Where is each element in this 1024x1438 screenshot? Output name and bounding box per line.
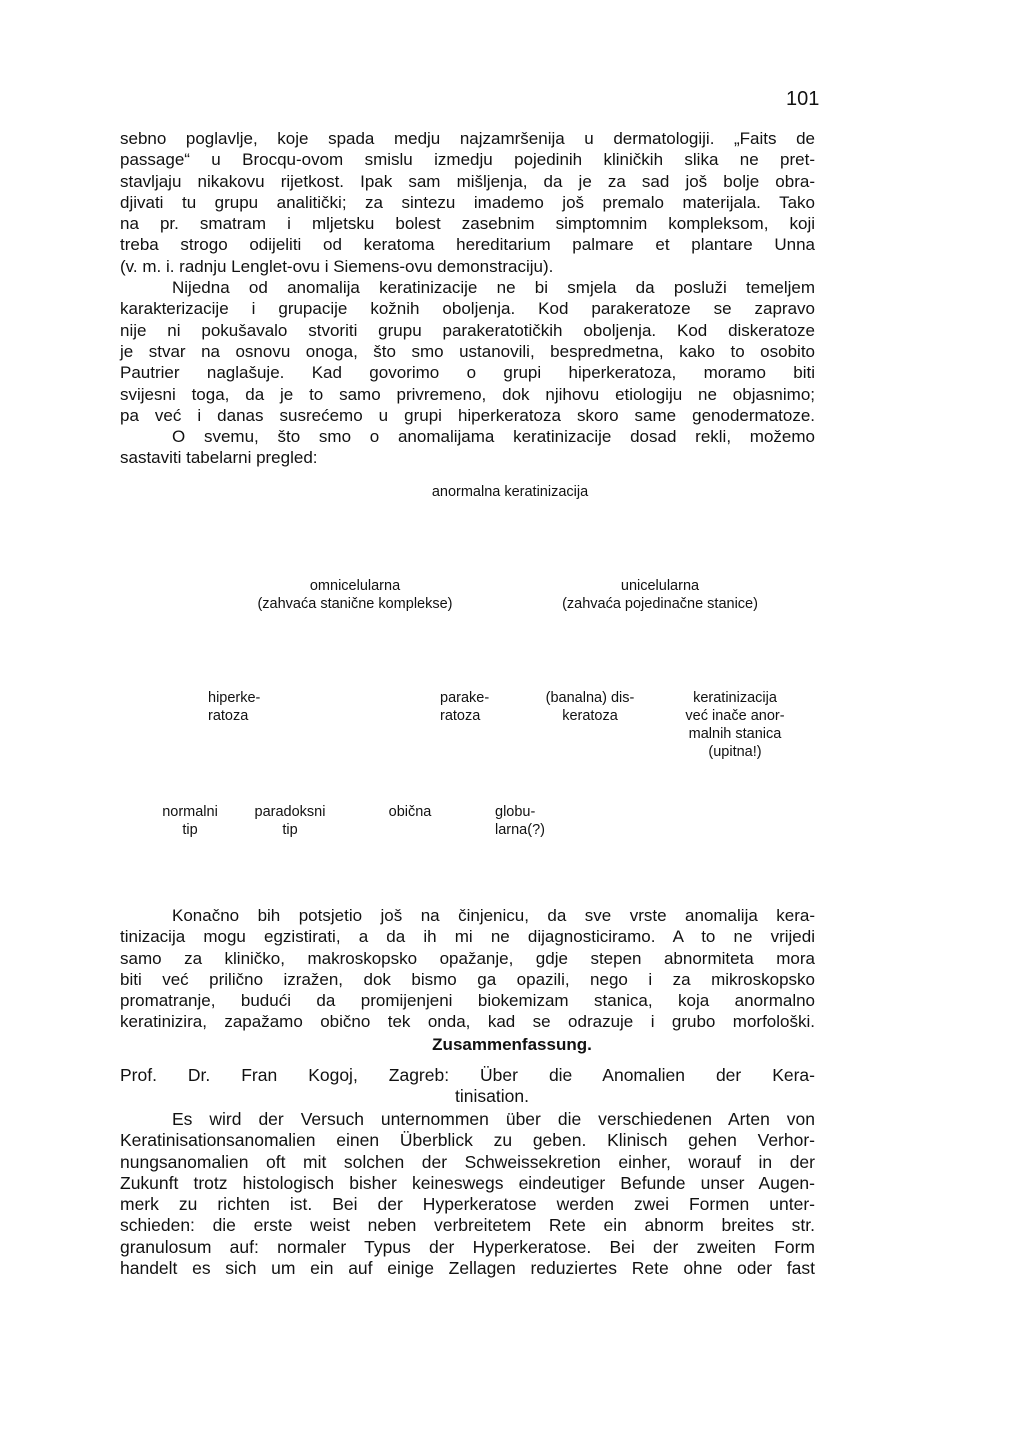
- text-line: Zukunft trotz histologisch bisher keineswegs eindeutiger Befunde unser Augen-: [120, 1172, 815, 1193]
- text-line: Keratinisationsanomalien einen Überblick zu geben. Klinisch gehen Verhor-: [120, 1130, 815, 1151]
- tree-root: [380, 483, 640, 501]
- text-line: treba strogo odijeliti od keratoma hereditarium palmare et plantare Unna: [120, 235, 815, 255]
- tree-node-unicelularna: [530, 577, 790, 613]
- text-line: granulosum auf: normaler Typus der Hyperkeratose. Bei der zweiten Form: [120, 1236, 815, 1257]
- text-line: je stvar na osnovu onoga, što smo ustanovili, bespredmetna, kako to osobito: [120, 341, 815, 361]
- tree-node-diskeratoza: [530, 689, 650, 725]
- summary-heading: Zusammenfassung.: [432, 1035, 592, 1054]
- node-line: (upitna!): [708, 744, 762, 760]
- text-line: djivati tu grupu analitički; za sintezu imademo još premalo materijala. Tako: [120, 192, 815, 212]
- text-line: promatranje, budući da promijenjeni biokemizam stanica, koja anormalno: [120, 991, 815, 1011]
- text-line: (v. m. i. radnju Lenglet-ovu i Siemens-ovu demonstraciju).: [120, 256, 554, 276]
- tree-root-label: anormalna keratinizacija: [431, 484, 589, 500]
- text-line: karakterizacije i grupacije kožnih oboljenja. Kod parakeratoze se zapravo: [120, 299, 815, 319]
- text-line: passage“ u Brocqu-ovom smislu izmedju pojedinih kliničkih slika ne pret-: [120, 150, 815, 170]
- text-line: merk zu richten ist. Bei der Hyperkeratose werden zwei Formen unter-: [120, 1194, 815, 1215]
- tree-node-obicna: [370, 803, 450, 821]
- paragraph-2: [120, 905, 815, 1033]
- tree-node-omnicelularna: [225, 577, 485, 613]
- node-line: obična: [388, 804, 432, 820]
- node-line: omnicelularna: [309, 578, 401, 594]
- tree-node-parakeratoza: [440, 689, 489, 725]
- node-line: keratoza: [562, 708, 618, 724]
- node-line: keratinizacija: [693, 690, 777, 706]
- text-line: Nijedna od anomalija keratinizacije ne bi smjela da posluži temeljem: [172, 278, 815, 298]
- text-line: sebno poglavlje, koje spada medju najzamršenija u dermatologiji. „Faits de: [120, 129, 815, 148]
- text-line: Es wird der Versuch unternommen über die verschiedenen Arten von: [172, 1109, 815, 1129]
- node-line: (zahvaća stanične komplekse): [257, 596, 453, 612]
- text-line: nungsanomalien oft mit solchen der Schweissekretion einher, worauf in der: [120, 1151, 815, 1172]
- text-line: nije ni pokušavalo stvoriti grupu parakeratotičkih oboljenja. Kod diskeratoze: [120, 320, 815, 340]
- node-line: (zahvaća pojedinačne stanice): [562, 596, 758, 612]
- text-line: samo za kliničko, makroskopsko opažanje, gdje stepen abnormiteta mora: [120, 948, 815, 968]
- text-line: keratinizira, zapažamo obično tek onda, kad se odrazuje i grubo morfološki.: [120, 1012, 815, 1032]
- node-line: unicelularna: [620, 578, 700, 594]
- node-line: ratoza: [440, 708, 481, 724]
- paragraph-3: [120, 1109, 815, 1279]
- author-line: Prof. Dr. Fran Kogoj, Zagreb: Über die Anomalien der Kera-: [120, 1065, 815, 1085]
- author-line-2: tinisation.: [455, 1086, 529, 1107]
- text-line: biti već prilično izražen, dok bismo ga opazili, nego i za mikroskopsko: [120, 969, 815, 989]
- tree-node-hiperkeratoza: [208, 689, 260, 725]
- summary-author: [120, 1065, 815, 1108]
- text-line: svijesni toga, da je to samo privremeno, dok njihovu etiologiju ne objasnimo;: [120, 384, 815, 404]
- node-line: već inače anor-: [685, 708, 785, 724]
- node-line: larna(?): [495, 822, 545, 838]
- paragraph-1: [120, 128, 815, 469]
- node-line: globu-: [495, 804, 536, 820]
- text-line: pa već i danas susrećemo u grupi hiperkeratoza skoro same genodermatoze.: [120, 405, 815, 425]
- text-line: Pautrier naglašuje. Kad govorimo o grupi hiperkeratoza, moramo biti: [120, 363, 815, 383]
- page-number: 101: [786, 88, 820, 110]
- tree-node-paradoksni-tip: [240, 803, 340, 839]
- text-line: O svemu, što smo o anomalijama keratinizacije dosad rekli, možemo: [172, 427, 815, 447]
- node-line: normalni: [162, 804, 218, 820]
- node-line: hiperke-: [208, 690, 261, 706]
- node-line: (banalna) dis-: [545, 690, 635, 706]
- tree-node-keratinizacija: [665, 689, 805, 761]
- text-line: tinizacija mogu egzistirati, a da ih mi ne dijagnosticiramo. A to ne vrijedi: [120, 927, 815, 947]
- tree-node-normalni-tip: [140, 803, 240, 839]
- text-line: na pr. smatram i mljetsku bolest zasebnim simptomnim kompleksom, koji: [120, 214, 815, 234]
- node-line: paradoksni: [254, 804, 326, 820]
- node-line: parake-: [440, 690, 490, 706]
- tree-node-globularna: [495, 803, 545, 839]
- text-line: Konačno bih potsjetio još na činjenicu, da sve vrste anomalija kera-: [172, 906, 815, 925]
- text-line: schieden: die erste weist neben verbreitetem Rete ein abnorm breites str.: [120, 1215, 815, 1236]
- node-line: tip: [282, 822, 298, 838]
- text-line: stavljaju nikakovu rijetkost. Ipak sam mišljenja, da je za sad još bolje obra-: [120, 171, 815, 191]
- node-line: tip: [182, 822, 198, 838]
- node-line: malnih stanica: [688, 726, 782, 742]
- text-line: sastaviti tabelarni pregled:: [120, 448, 318, 468]
- node-line: ratoza: [208, 708, 249, 724]
- text-line: handelt es sich um ein auf einige Zellagen reduziertes Rete ohne oder fast: [120, 1258, 815, 1279]
